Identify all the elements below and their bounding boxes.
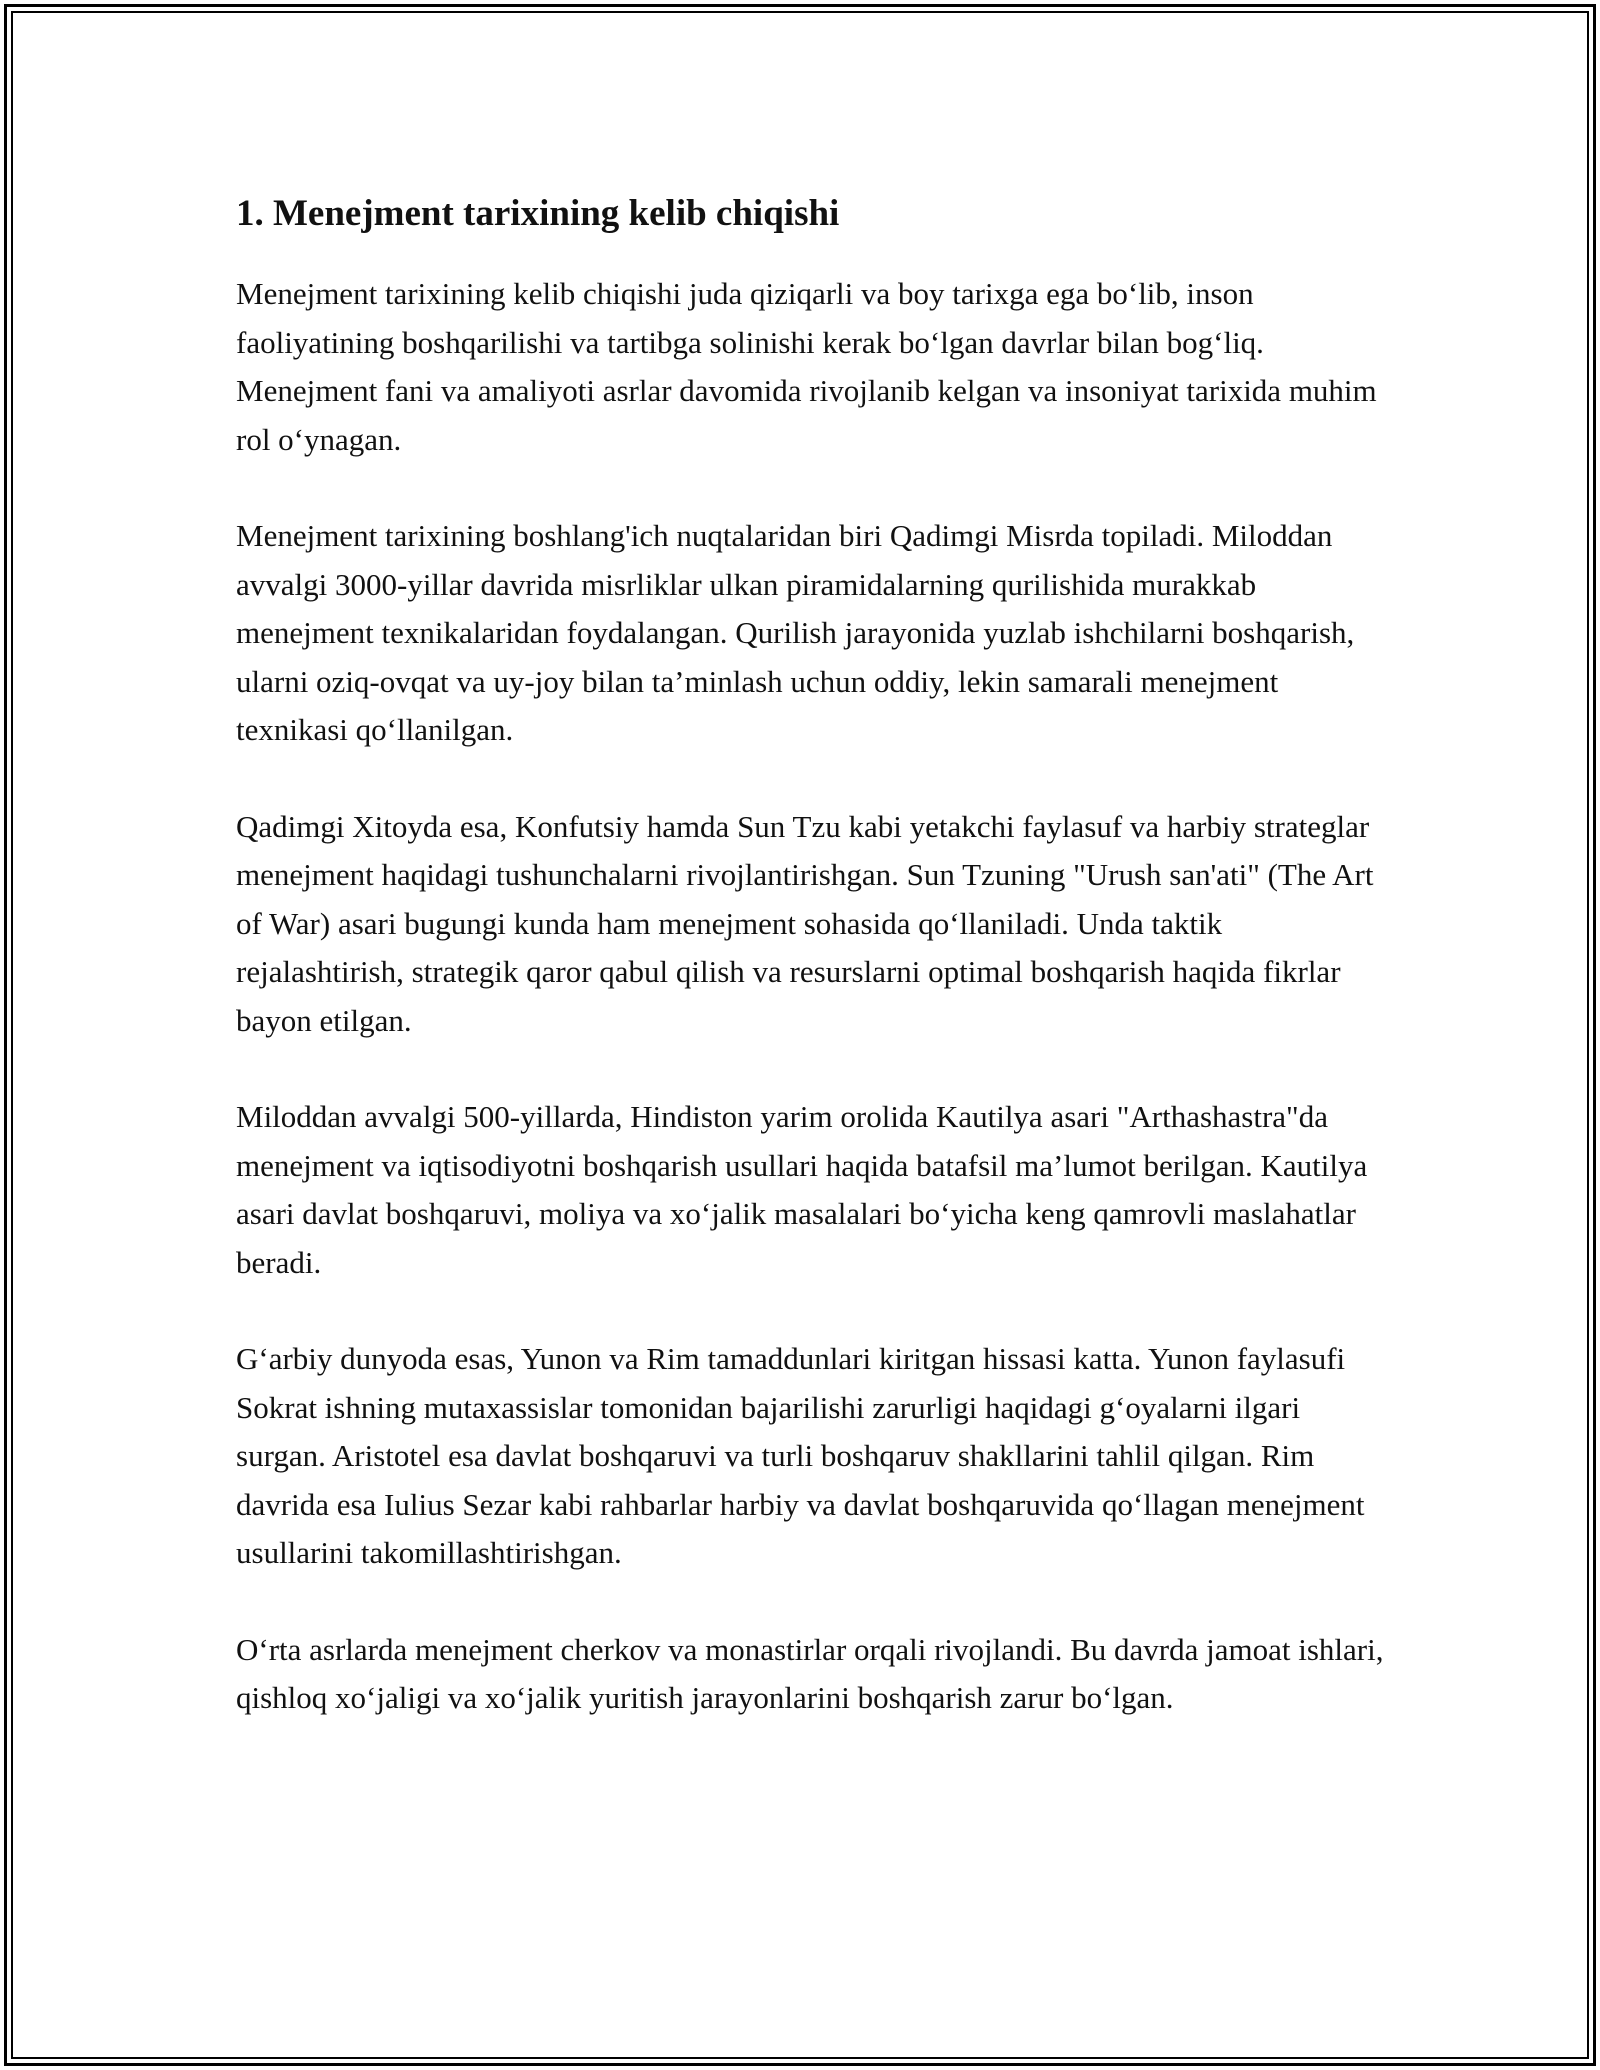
- paragraph-ancient-egypt: Menejment tarixining boshlang'ich nuqtalaridan biri Qadimgi Misrda topiladi. Miloddan avvalgi 3000-yillar davrida misrliklar ulkan piramidalarning qurilishida murakkab menejment texnikalaridan foydalangan. Qurilish jarayonida yuzlab ishchilarni boshqarish, ularni oziq-ovqat va uy-joy bilan ta’minlash uchun oddiy, lekin samarali menejment texnikasi qo‘llanilgan.: [236, 518, 1355, 747]
- paragraph-ancient-china: Qadimgi Xitoyda esa, Konfutsiy hamda Sun Tzu kabi yetakchi faylasuf va harbiy strateglar menejment haqidagi tushunchalarni rivojlantirishgan. Sun Tzuning "Urush san'ati" (The Art of War) asari bugungi kunda ham menejment sohasida qo‘llaniladi. Unda taktik rejalashtirish, strategik qaror qabul qilish va resurslarni optimal boshqarish haqida fikrlar bayon etilgan.: [236, 808, 1374, 1038]
- paragraph-india-kautilya: Miloddan avvalgi 500-yillarda, Hindiston yarim orolida Kautilya asari "Arthashastra"da menejment va iqtisodiyotni boshqarish usullari haqida batafsil ma’lumot berilgan. Kautilya asari davlat boshqaruvi, moliya va xo‘jalik masalalari bo‘yicha keng qamrovli maslahatlar beradi.: [236, 1099, 1368, 1280]
- paragraph-intro: Menejment tarixining kelib chiqishi juda qiziqarli va boy tarixga ega bo‘lib, inson faoliyatining boshqarilishi va tartibga solinishi kerak bo‘lgan davrlar bilan bog‘liq. Menejment fani va amaliyoti asrlar davomida rivojlanib kelgan va insoniyat tarixida muhim rol o‘ynagan.: [236, 276, 1377, 457]
- paragraph-middle-ages: O‘rta asrlarda menejment cherkov va monastirlar orqali rivojlandi. Bu davrda jamoat ishlari, qishloq xo‘jaligi va xo‘jalik yuritish jarayonlarini boshqarish zarur bo‘lgan.: [236, 1631, 1384, 1715]
- section-heading: 1. Menejment tarixining kelib chiqishi: [236, 193, 840, 234]
- document-body: [236, 186, 1396, 1771]
- paragraph-greece-rome: G‘arbiy dunyoda esas, Yunon va Rim tamaddunlari kiritgan hissasi katta. Yunon faylasufi Sokrat ishning mutaxassislar tomonidan bajarilishi zarurligi haqidagi g‘oyalarni ilgari surgan. Aristotel esa davlat boshqaruvi va turli boshqaruv shakllarini tahlil qilgan. Rim davrida esa Iulius Sezar kabi rahbarlar harbiy va davlat boshqaruvida qo‘llagan menejment usullarini takomillashtirishgan.: [236, 1341, 1365, 1570]
